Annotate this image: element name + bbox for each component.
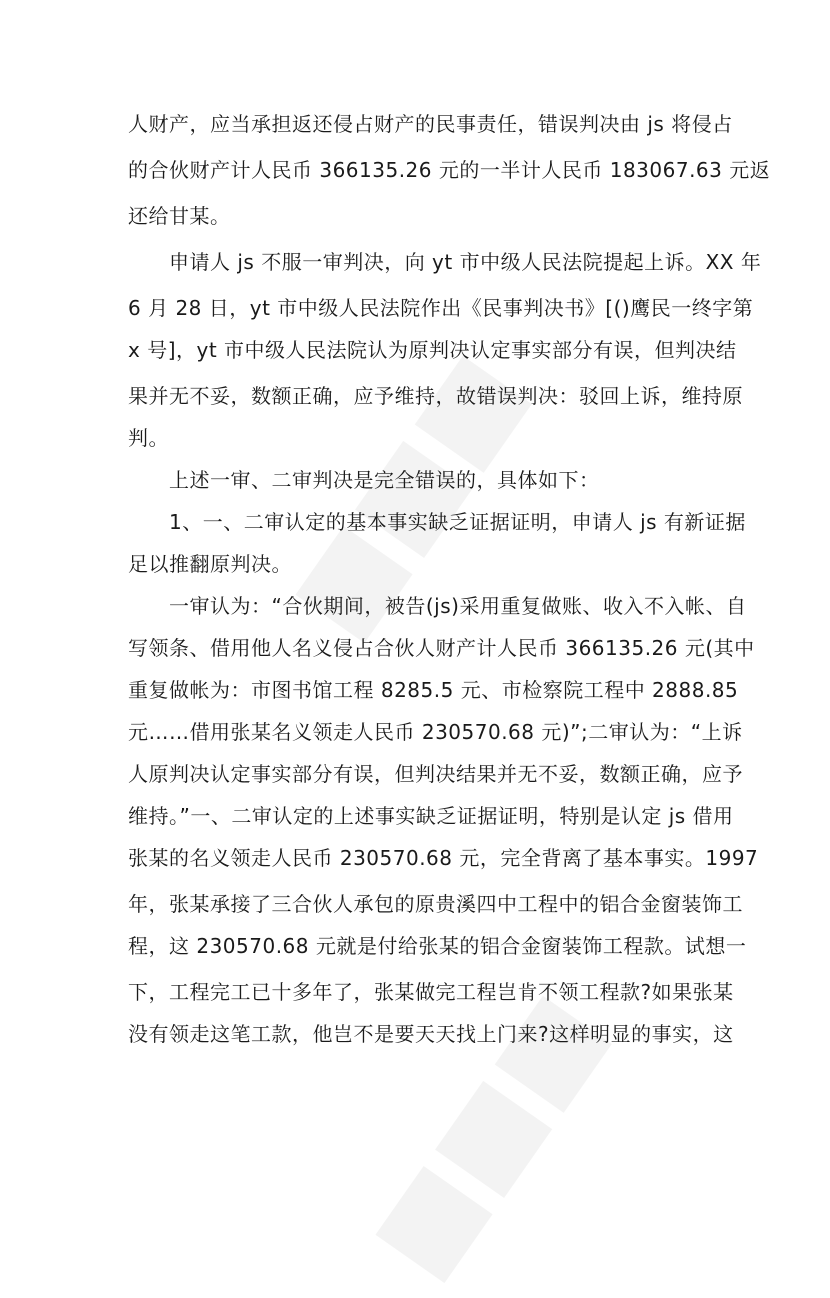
text-line: 还给甘某。 [128, 204, 231, 228]
watermark [344, 970, 628, 1298]
text-line: x 号]，yt 市中级人民法院认为原判决认定事实部分有误，但判决结 [128, 338, 737, 362]
text-line: 人财产，应当承担返还侵占财产的民事责任，错误判决由 js 将侵占 [128, 112, 733, 136]
text-line: 果并无不妥，数额正确，应予维持，故错误判决：驳回上诉，维持原 [128, 384, 743, 408]
text-line: 下，工程完工已十多年了，张某做完工程岂肯不领工程款?如果张某 [128, 980, 734, 1004]
text-line: 写领条、借用他人名义侵占合伙人财产计人民币 366135.26 元(其中 [128, 636, 755, 660]
text-line: 1、一、二审认定的基本事实缺乏证据证明，申请人 js 有新证据 [128, 510, 746, 534]
text-line: 足以推翻原判决。 [128, 552, 292, 576]
text-line: 判。 [128, 426, 169, 450]
text-line: 的合伙财产计人民币 366135.26 元的一半计人民币 183067.63 元返 [128, 158, 771, 182]
text-line: 没有领走这笔工款，他岂不是要天天找上门来?这样明显的事实，这 [128, 1022, 734, 1046]
text-line: 人原判决认定事实部分有误，但判决结果并无不妥，数额正确，应予 [128, 762, 743, 786]
text-line: 申请人 js 不服一审判决，向 yt 市中级人民法院提起上诉。XX 年 [128, 250, 762, 274]
text-line: 重复做帐为：市图书馆工程 8285.5 元、市检察院工程中 2888.85 [128, 678, 739, 702]
text-line: 一审认为：“合伙期间，被告(js)采用重复做账、收入不入帐、自 [128, 594, 747, 618]
text-line: 张某的名义领走人民币 230570.68 元，完全背离了基本事实。1997 [128, 846, 759, 870]
text-line: 元……借用张某名义领走人民币 230570.68 元)”;二审认为：“上诉 [128, 720, 743, 744]
text-line: 维持。”一、二审认定的上述事实缺乏证据证明，特别是认定 js 借用 [128, 804, 734, 828]
text-line: 6 月 28 日，yt 市中级人民法院作出《民事判决书》[()鹰民一终字第 [128, 296, 754, 320]
text-line: 上述一审、二审判决是完全错误的，具体如下： [128, 468, 600, 492]
text-line: 程，这 230570.68 元就是付给张某的铝合金窗装饰工程款。试想一 [128, 934, 747, 958]
text-line: 年，张某承接了三合伙人承包的原贵溪四中工程中的铝合金窗装饰工 [128, 892, 743, 916]
